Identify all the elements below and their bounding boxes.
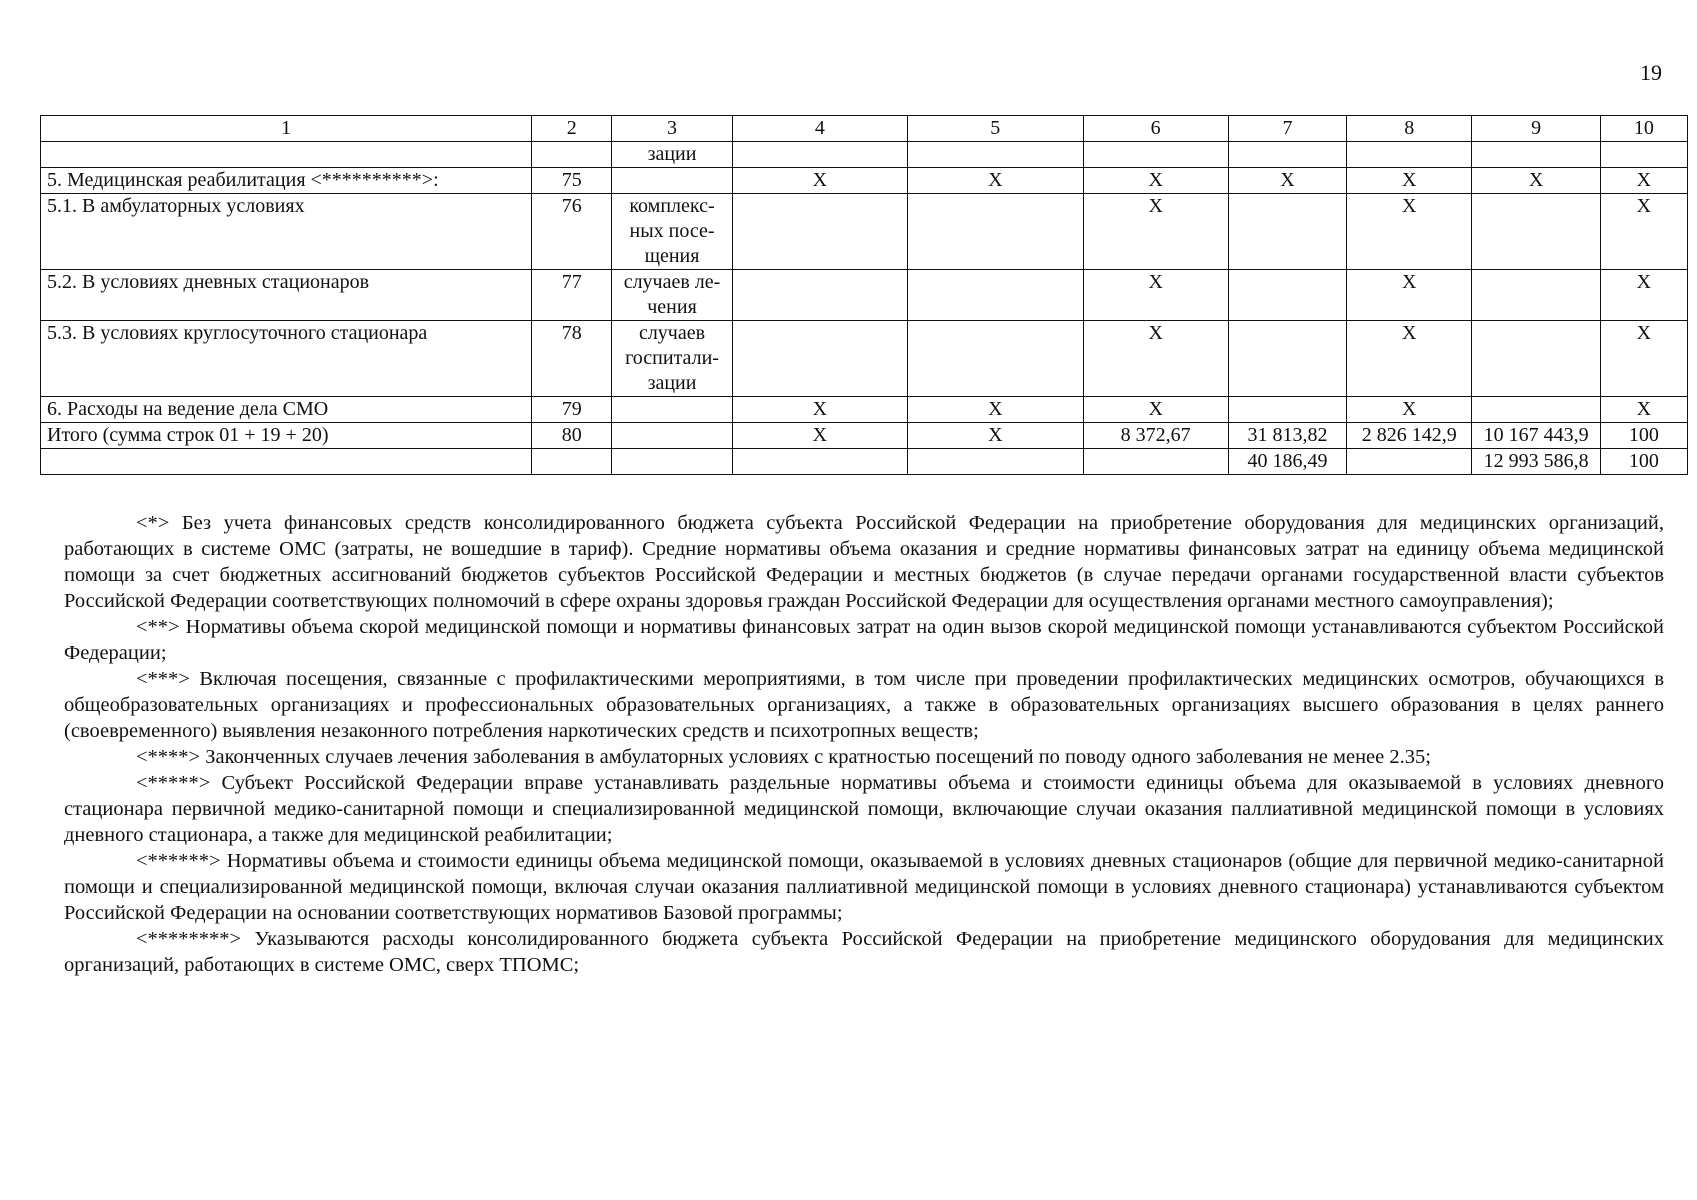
table-cell <box>1228 321 1346 397</box>
table-cell <box>908 270 1083 321</box>
header-cell: 9 <box>1472 116 1600 142</box>
table-cell: X <box>1347 194 1472 270</box>
table-cell: 5.3. В условиях круглосуточного стационара <box>41 321 532 397</box>
table-cell: зации <box>612 142 732 168</box>
header-cell: 7 <box>1228 116 1346 142</box>
table-cell: 8 372,67 <box>1083 423 1228 449</box>
table-cell: X <box>1347 397 1472 423</box>
footnote: <****> Законченных случаев лечения заболевания в амбулаторных условиях с кратностью посещений по поводу одного заболевания не менее 2.35; <box>136 746 1431 768</box>
table-cell: 6. Расходы на ведение дела СМО <box>41 397 532 423</box>
table-cell <box>908 449 1083 475</box>
table-row <box>41 168 1688 194</box>
footnote: <******> Нормативы объема и стоимости единицы объема медицинской помощи, оказываемой в условиях дневных стационаров (общие для первичной медико-санитарной помощи и специализированной медицинской помощи, включая случаи оказания паллиативной медицинской помощи в условиях дневного стационара) устанавливаются субъектом Российской Федерации на основании соответствующих нормативов Базовой программы; <box>64 850 1664 924</box>
table-cell <box>41 142 532 168</box>
table-cell: 10 167 443,9 <box>1472 423 1600 449</box>
table-cell: 80 <box>532 423 612 449</box>
header-cell: 8 <box>1347 116 1472 142</box>
table-header-row <box>41 116 1688 142</box>
table-cell <box>1228 194 1346 270</box>
table-cell: Итого (сумма строк 01 + 19 + 20) <box>41 423 532 449</box>
table-cell: X <box>908 397 1083 423</box>
table-cell: 31 813,82 <box>1228 423 1346 449</box>
footnote: <*****> Субъект Российской Федерации вправе устанавливать раздельные нормативы объема и стоимости единицы объема для оказываемой в условиях дневного стационара первичной медико-санитарной помощи и специализированной медицинской помощи, включающие случаи оказания паллиативной медицинской помощи в условиях дневного стационара, а также для медицинской реабилитации; <box>64 772 1664 846</box>
table-cell <box>1228 270 1346 321</box>
footnotes <box>64 510 1664 978</box>
table-cell: случаев ле- чения <box>612 270 732 321</box>
table-cell: X <box>1600 194 1687 270</box>
table-row <box>41 397 1688 423</box>
header-cell: 6 <box>1083 116 1228 142</box>
table-cell: X <box>732 423 907 449</box>
table-cell: 76 <box>532 194 612 270</box>
table-cell <box>1600 142 1687 168</box>
table-cell <box>908 142 1083 168</box>
header-cell: 4 <box>732 116 907 142</box>
footnote: <*> Без учета финансовых средств консолидированного бюджета субъекта Российской Федерации на приобретение оборудования для медицинских организаций, работающих в системе ОМС (затраты, не вошедшие в тариф). Средние нормативы объема оказания и средние нормативы финансовых затрат на единицу объема медицинской помощи за счет бюджетных ассигнований бюджетов субъектов Российской Федерации и местных бюджетов (в случае передачи органами государственной власти субъектов Российской Федерации соответствующих полномочий в сфере охраны здоровья граждан Российской Федерации для осуществления органами местного самоуправления); <box>64 512 1664 612</box>
table-cell: 2 826 142,9 <box>1347 423 1472 449</box>
table-cell <box>612 397 732 423</box>
table-cell <box>612 449 732 475</box>
table-row <box>41 321 1688 397</box>
table-cell: 100 <box>1600 449 1687 475</box>
table-cell <box>1347 142 1472 168</box>
table-cell: X <box>1600 270 1687 321</box>
table-cell <box>41 449 532 475</box>
table-cell: X <box>1347 321 1472 397</box>
table-cell <box>732 194 907 270</box>
table-cell: X <box>1472 168 1600 194</box>
table-cell <box>732 270 907 321</box>
table-cell: X <box>1347 168 1472 194</box>
table-cell: X <box>1083 194 1228 270</box>
header-cell: 10 <box>1600 116 1687 142</box>
table-cell <box>1472 321 1600 397</box>
table-cell: X <box>1083 270 1228 321</box>
table-cell <box>1472 397 1600 423</box>
table-cell: 40 186,49 <box>1228 449 1346 475</box>
page-number: 19 <box>1640 60 1662 85</box>
table-cell: X <box>732 168 907 194</box>
table-cell: случаев госпитали- зации <box>612 321 732 397</box>
table-cell <box>532 142 612 168</box>
table-cell <box>732 449 907 475</box>
table-cell: 5.1. В амбулаторных условиях <box>41 194 532 270</box>
table-cell <box>1228 142 1346 168</box>
table-row <box>41 142 1688 168</box>
table-cell: X <box>1228 168 1346 194</box>
header-cell: 3 <box>612 116 732 142</box>
table-cell: X <box>1083 321 1228 397</box>
table-cell: 78 <box>532 321 612 397</box>
table-cell: 5.2. В условиях дневных стационаров <box>41 270 532 321</box>
table-row <box>41 194 1688 270</box>
table-row <box>41 449 1688 475</box>
table-cell: X <box>1347 270 1472 321</box>
table-cell: X <box>908 168 1083 194</box>
table-cell: 79 <box>532 397 612 423</box>
table-cell <box>1083 142 1228 168</box>
footnote: <**> Нормативы объема скорой медицинской помощи и нормативы финансовых затрат на один вызов скорой медицинской помощи устанавливаются субъектом Российской Федерации; <box>64 616 1664 664</box>
table-cell <box>1472 194 1600 270</box>
header-cell: 5 <box>908 116 1083 142</box>
table-cell <box>732 142 907 168</box>
data-table <box>40 115 1688 475</box>
table-cell <box>1472 142 1600 168</box>
table-cell: X <box>1083 397 1228 423</box>
table-cell: X <box>908 423 1083 449</box>
header-cell: 2 <box>532 116 612 142</box>
table-cell <box>532 449 612 475</box>
table-row <box>41 423 1688 449</box>
table-cell <box>1083 449 1228 475</box>
table-cell: 5. Медицинская реабилитация <**********>: <box>41 168 532 194</box>
table-cell: X <box>732 397 907 423</box>
footnote: <********> Указываются расходы консолидированного бюджета субъекта Российской Федерации на приобретение медицинского оборудования для медицинских организаций, работающих в системе ОМС, сверх ТПОМС; <box>64 928 1664 976</box>
table-cell: 75 <box>532 168 612 194</box>
header-cell: 1 <box>41 116 532 142</box>
table-cell: X <box>1600 321 1687 397</box>
table-cell <box>1472 270 1600 321</box>
table-cell <box>732 321 907 397</box>
table-cell: 77 <box>532 270 612 321</box>
table-cell <box>612 168 732 194</box>
table-cell <box>908 194 1083 270</box>
table-cell: X <box>1600 168 1687 194</box>
table-cell: X <box>1600 397 1687 423</box>
table-cell: 100 <box>1600 423 1687 449</box>
table-row <box>41 270 1688 321</box>
table-cell: комплекс- ных посе- щения <box>612 194 732 270</box>
table-cell: X <box>1083 168 1228 194</box>
footnote: <***> Включая посещения, связанные с профилактическими мероприятиями, в том числе при проведении профилактических медицинских осмотров, обучающихся в общеобразовательных организациях и профессиональных образовательных организациях, а также в образовательных организациях высшего образования в целях раннего (своевременного) выявления незаконного потребления наркотических средств и психотропных веществ; <box>64 668 1664 742</box>
table-cell <box>612 423 732 449</box>
table-cell <box>1347 449 1472 475</box>
table-cell: 12 993 586,8 <box>1472 449 1600 475</box>
table-cell <box>1228 397 1346 423</box>
table-cell <box>908 321 1083 397</box>
